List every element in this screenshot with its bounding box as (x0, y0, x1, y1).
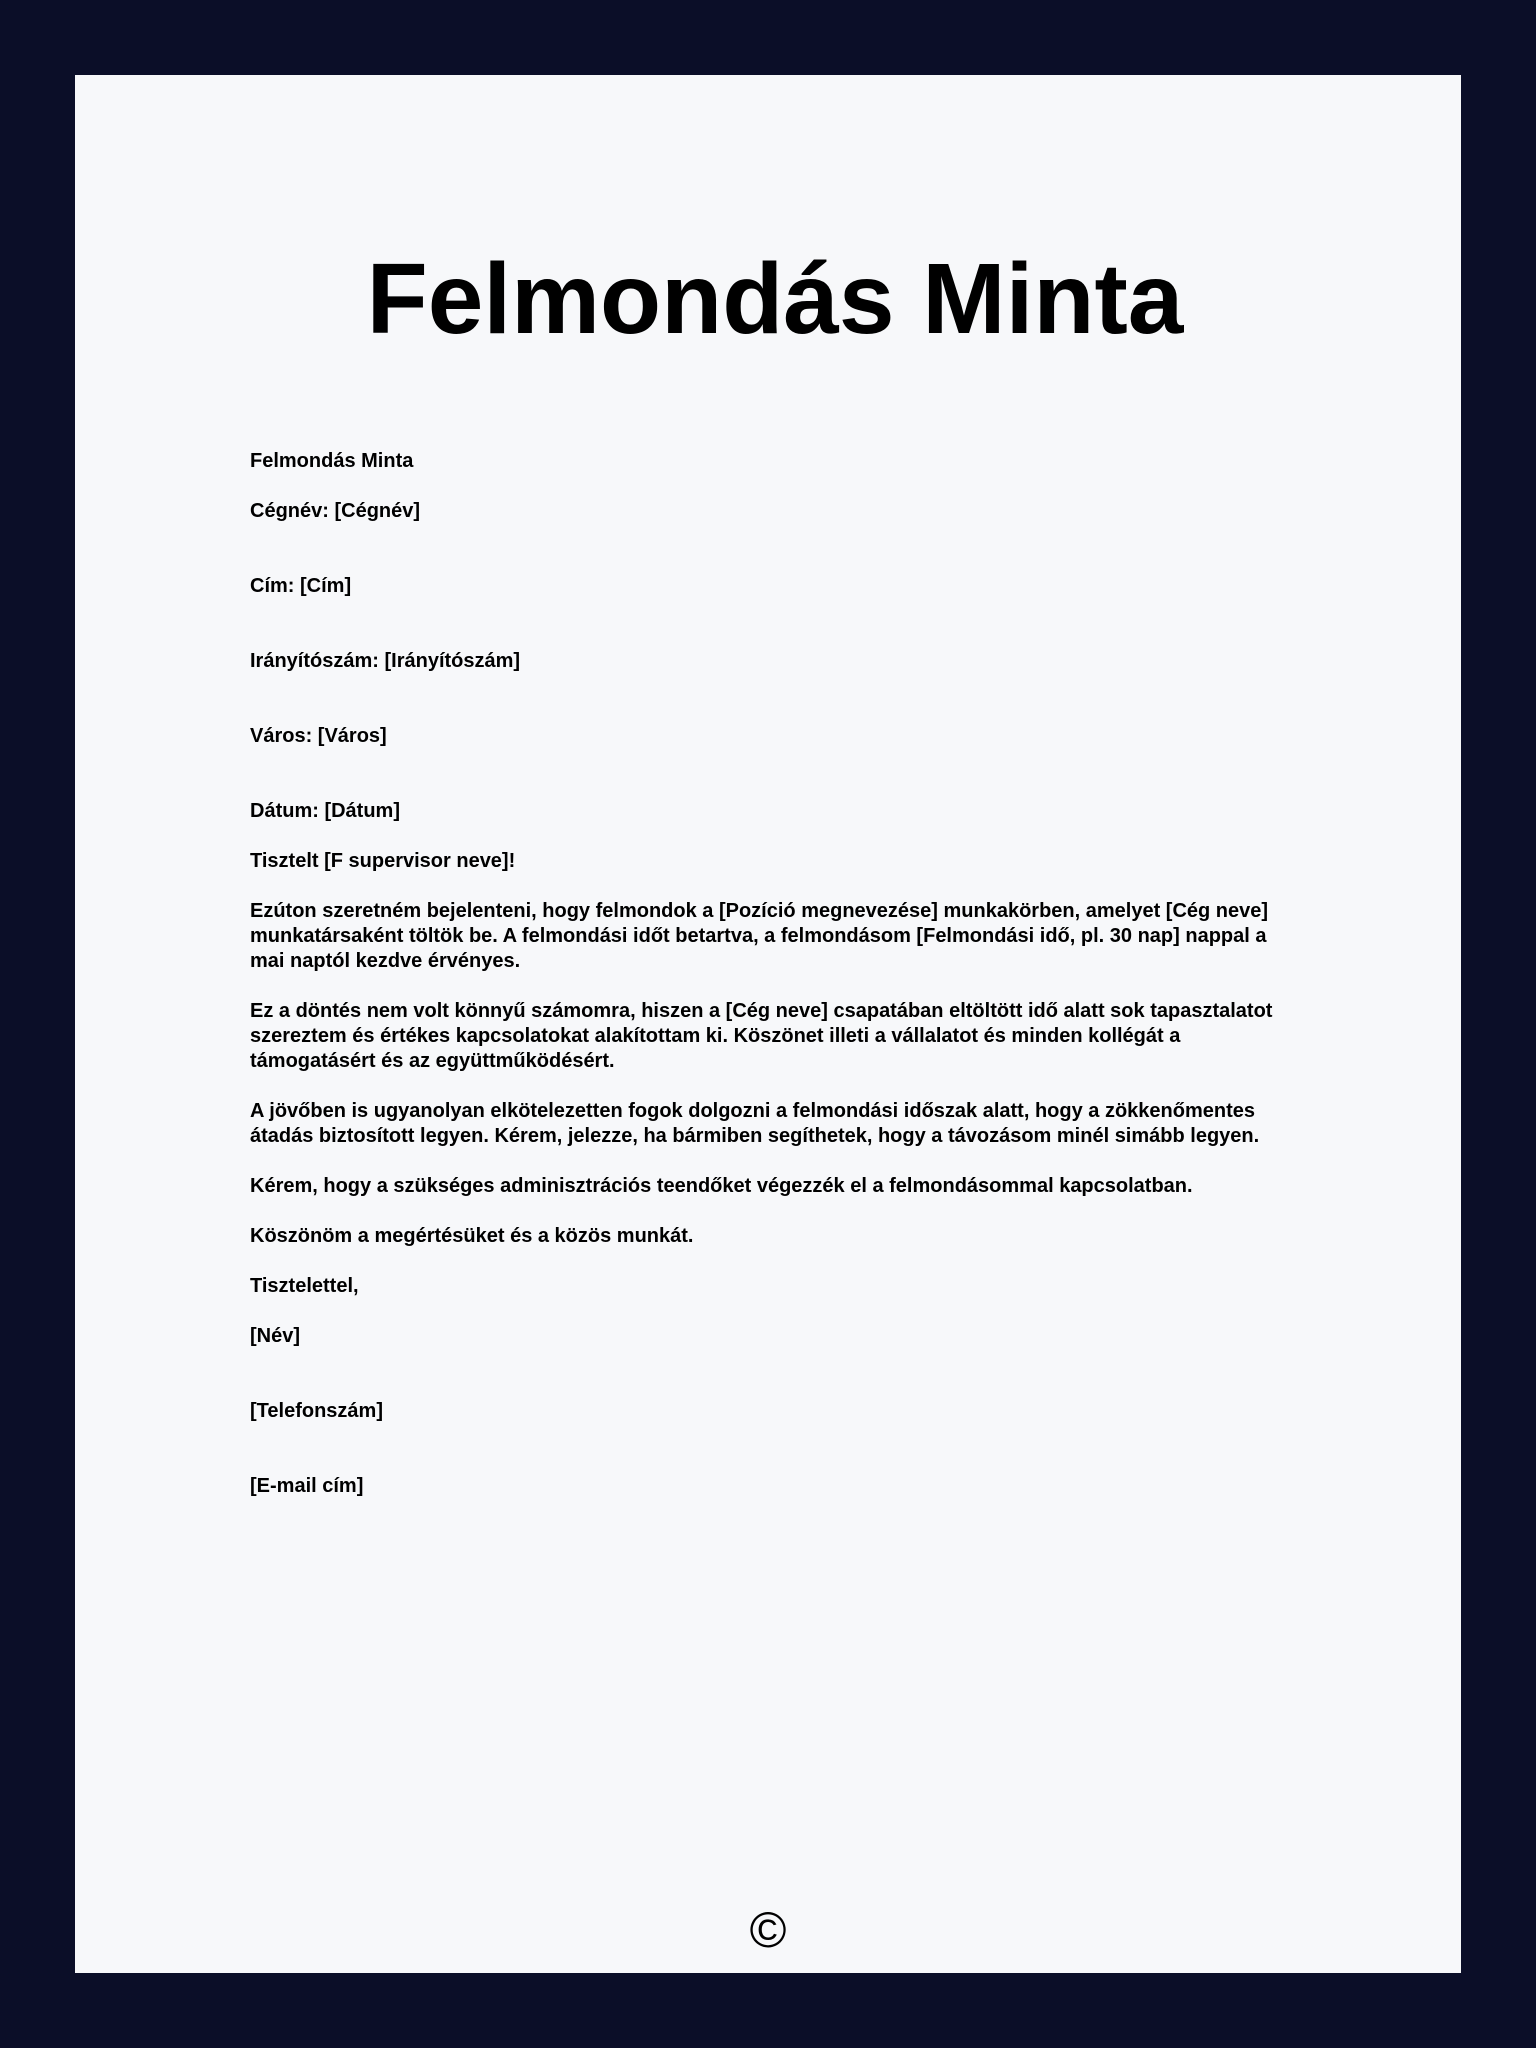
letter-line: Tisztelt [F supervisor neve]! (250, 850, 516, 872)
letter-line: Dátum: [Dátum] (250, 800, 400, 822)
letter-line: Cím: [Cím] (250, 575, 352, 597)
page-title: Felmondás Minta (366, 243, 1184, 355)
letter-line: Kérem, hogy a szükséges adminisztrációs teendőket végezzék el a felmondásommal kapcsolatban. (250, 1175, 1193, 1197)
letter-line: Tisztelettel, (250, 1275, 359, 1297)
letter-line: Köszönöm a megértésüket és a közös munkát. (250, 1225, 694, 1247)
letter-body (250, 449, 1300, 1499)
letter-line: Irányítószám: [Irányítószám] (250, 650, 521, 672)
letter-line: Ez a döntés nem volt könnyű számomra, hiszen a [Cég neve] csapatában eltöltött idő alatt sok tapasztalatot szereztem és értékes kapcsolatokat alakítottam ki. Köszönet illeti a vállalatot és minden kollégát a támogatásért és az együttműködésért. (250, 1000, 1273, 1072)
page-footer (75, 1902, 1461, 1958)
letter-line: Felmondás Minta (250, 450, 414, 472)
letter-line: [Telefonszám] (250, 1400, 383, 1422)
document-page (75, 75, 1461, 1973)
letter-line: Cégnév: [Cégnév] (250, 500, 421, 522)
letter-line: [Név] (250, 1325, 301, 1347)
document-content (75, 75, 1300, 1499)
letter-line: [E-mail cím] (250, 1475, 364, 1497)
letter-line: Ezúton szeretném bejelenteni, hogy felmondok a [Pozíció megnevezése] munkakörben, amelyet [Cég neve] munkatársaként töltök be. A felmondási időt betartva, a felmondásom [Felmondási idő, pl. 30 nap] nappal a mai naptól kezdve érvényes. (250, 900, 1269, 972)
letter-line: Város: [Város] (250, 725, 387, 747)
letter-line: A jövőben is ugyanolyan elkötelezetten fogok dolgozni a felmondási időszak alatt, hogy a zökkenőmentes átadás biztosított legyen. Kérem, jelezze, ha bármiben segíthetek, hogy a távozásom minél simább legyen. (250, 1100, 1260, 1147)
copyright-icon: © (749, 1902, 787, 1958)
